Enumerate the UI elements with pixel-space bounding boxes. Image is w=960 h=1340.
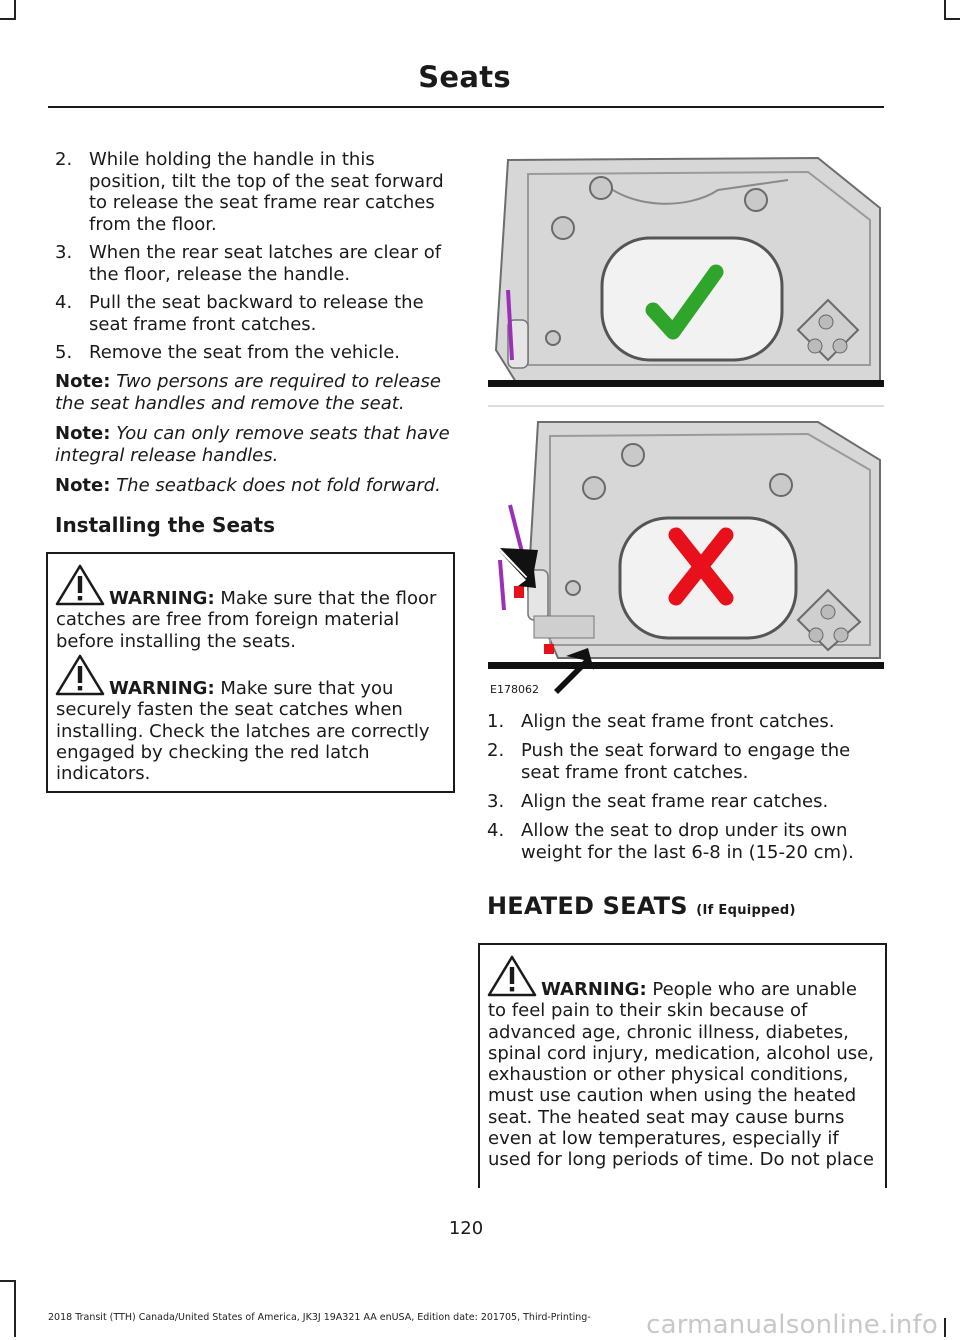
crop-mark [944, 1318, 946, 1337]
crop-mark [0, 18, 16, 20]
section-heading: Installing the Seats [55, 513, 275, 537]
warning-text: WARNING: People who are unable to feel pain to their skin because of advanced age, chronic illness, diabetes, spinal cord injury, medication, alcohol use, exhaustion or other physical conditions, must use caution when using the heated seat. The heated seat may cause burns even at low temperatures, especially if used for long periods of time. Do not place [488, 979, 874, 1171]
section-heading: HEATED SEATS (If Equipped) [487, 892, 796, 920]
list-item: 5. Remove the seat from the vehicle. [55, 342, 400, 363]
crop-mark [944, 0, 946, 18]
watermark: carmanualsonline.info [646, 1310, 938, 1340]
list-item: 3. When the rear seat latches are clear of the floor, release the handle. [55, 242, 442, 285]
page-number: 120 [448, 1218, 484, 1239]
footer-text: 2018 Transit (TTH) Canada/United States of America, JK3J 19A321 AA enUSA, Edition date: 201705, Third-Printing- [48, 1312, 591, 1323]
list-item: 3. Align the seat frame rear catches. [487, 791, 829, 812]
note: Note: You can only remove seats that have integral release handles. [55, 423, 450, 466]
note: Note: The seatback does not fold forward. [55, 475, 441, 496]
correct-latch-panel [488, 158, 884, 387]
page-title: Seats [418, 60, 511, 94]
list-item: 1. Align the seat frame front catches. [487, 711, 835, 732]
crop-mark [0, 1280, 16, 1282]
seat-catch-illustration [488, 150, 884, 695]
crop-mark [14, 0, 16, 18]
crop-mark [944, 18, 960, 20]
list-item: 4. Allow the seat to drop under its own weight for the last 6-8 in (15-20 cm). [487, 820, 854, 863]
header-rule [48, 106, 884, 108]
crop-mark [14, 1280, 16, 1337]
warning-box [478, 943, 887, 1188]
list-item: 4. Pull the seat backward to release the seat frame front catches. [55, 292, 424, 335]
warning-text: WARNING: Make sure that you securely fasten the seat catches when installing. Check the latches are correctly engaged by checking the red latch indicators. [56, 678, 430, 785]
warning-box [46, 552, 455, 793]
incorrect-latch-panel [488, 422, 884, 694]
list-item: 2. Push the seat forward to engage the seat frame front catches. [487, 740, 851, 783]
warning-text: WARNING: Make sure that the floor catches are free from foreign material before installing the seats. [56, 588, 437, 652]
figure-code: E178062 [490, 683, 539, 696]
list-item: 2. While holding the handle in this position, tilt the top of the seat forward to release the seat frame rear catches from the floor. [55, 149, 444, 235]
arrow-icon [500, 548, 538, 582]
note: Note: Two persons are required to release the seat handles and remove the seat. [55, 371, 441, 414]
